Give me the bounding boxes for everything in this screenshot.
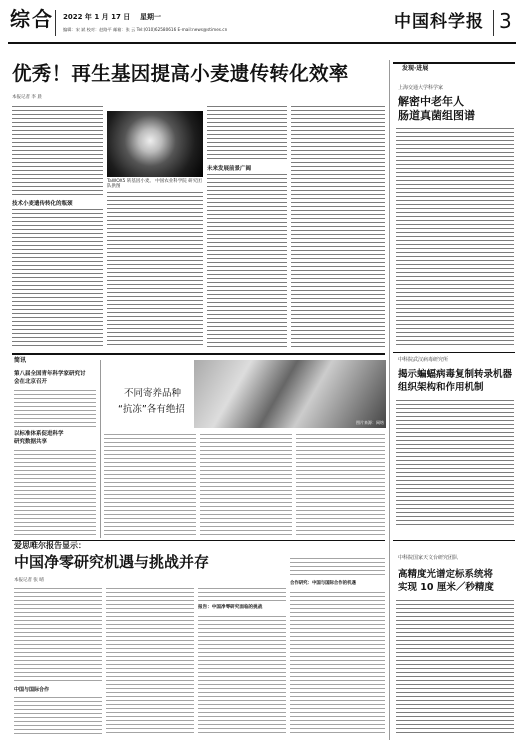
brief2-title-1: 以标准体系促进科学	[14, 431, 64, 437]
right-item3-kicker: 中科院国家天文台研究团队	[398, 555, 459, 561]
section-name: 综合	[10, 7, 54, 31]
bottom-body-col3b	[198, 616, 286, 735]
right-item2-kicker: 中科院武汉病毒研究所	[398, 357, 449, 363]
right-item1-title-2: 肠道真菌组图谱	[398, 109, 475, 122]
bottom-body-col3	[198, 588, 286, 604]
issue-weekday: 星期一	[140, 13, 161, 21]
lead-body-col3	[207, 106, 287, 160]
lead-body-col3b	[207, 174, 287, 347]
feature-photo-credit: 图片来源：网络	[356, 420, 384, 425]
bottom-body-col1b	[14, 697, 102, 735]
bottom-kicker: 爱思唯尔报告显示：	[14, 541, 86, 550]
feature-photo	[194, 360, 386, 428]
lead-body-col2	[107, 192, 203, 347]
feature-title-1: 不同寄养品种	[124, 388, 182, 399]
right-item1-body	[396, 128, 514, 348]
photo-caption: TaWOX5 转基因小麦。 中国农业科学院 研究团队供图	[107, 179, 202, 189]
wheat-photo	[107, 111, 203, 177]
brief1-title-2: 会在北京召开	[14, 379, 48, 385]
right-item1-title-1: 解密中老年人	[398, 95, 464, 108]
briefs-label: 简讯	[14, 357, 27, 364]
bottom-byline: 本报记者 张 晴	[14, 578, 44, 583]
lead-headline: 优秀！再生基因提高小麦遗传转化效率	[12, 62, 349, 85]
feature-body-col3	[296, 434, 385, 536]
bottom-subhead-2: 报告：中国净零研究面临的挑战	[198, 605, 263, 610]
right-item3-title-1: 高精度光谱定标系统将	[398, 569, 494, 580]
right-item2-body	[396, 400, 514, 528]
issue-date: 2022 年 1 月 17 日	[63, 13, 131, 21]
bottom-subhead-1: 中国与国际合作	[14, 687, 50, 693]
lead-byline: 本报记者 李 晨	[12, 95, 42, 100]
editor-credits: 编辑：宋 斌 校对：赵路平 邮箱：张 云 Tel:(010)62580616 E-mail:news@stimes.cn	[63, 27, 228, 32]
right-item2-title-2: 组织架构和作用机制	[398, 382, 484, 393]
feature-title-2: “抗冻”各有绝招	[118, 404, 185, 415]
bottom-body-col2	[106, 588, 194, 735]
lead-subhead-1: 技术小麦遗传转化的瓶颈	[12, 201, 73, 207]
right-item2-title-1: 揭示蝙蝠病毒复制转录机器	[398, 369, 513, 380]
right-item3-title-2: 实现 10 厘米／秒精度	[398, 582, 494, 593]
lead-body-col1	[12, 106, 103, 198]
bottom-body-col4	[290, 592, 385, 735]
brief1-body	[14, 390, 96, 428]
page-number: 3	[499, 9, 512, 33]
right-item3-body	[396, 600, 514, 734]
newspaper-logo: 中国科学报	[394, 12, 484, 32]
lead-body-col4	[291, 106, 385, 347]
bottom-subhead-3: 合作研究：中国与国际合作的机遇	[290, 581, 356, 586]
brief2-body	[14, 450, 96, 535]
lead-subhead-2: 未来发展前景广阔	[207, 166, 252, 172]
bottom-headline: 中国净零研究机遇与挑战并存	[14, 553, 210, 571]
right-item1-kicker: 上海交通大学科学家	[398, 85, 444, 91]
bottom-body-col4a	[290, 558, 385, 578]
right-section-label: 发现·进展	[402, 65, 429, 72]
lead-body-col1b	[12, 209, 103, 347]
feature-body-col1	[104, 434, 196, 536]
brief2-title-2: 研究数据共享	[14, 439, 48, 445]
brief1-title-1: 第八届全国青年科学家研究讨	[14, 371, 86, 377]
bottom-body-col1	[14, 588, 102, 684]
feature-body-col2	[200, 434, 292, 536]
